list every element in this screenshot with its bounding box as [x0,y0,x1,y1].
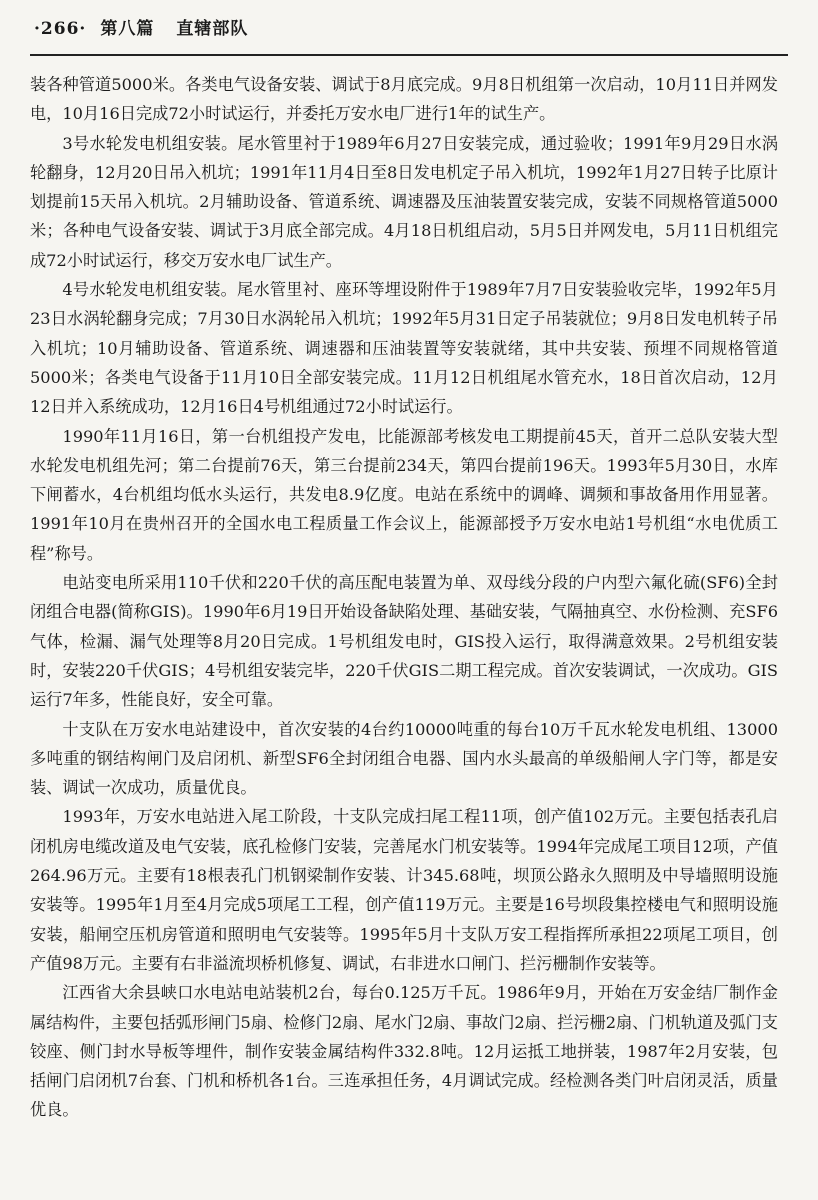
paragraph: 电站变电所采用110千伏和220千伏的高压配电装置为单、双母线分段的户内型六氟化硫(SF6)全封闭组合电器(简称GIS)。1990年6月19日开始设备缺陷处理、基础安装，气隔抽真空、水份检测、充SF6气体，检漏、漏气处理等8月20日完成。1号机组发电时，GIS投入运行，取得满意效果。2号机组安装时，安装220千伏GIS；4号机组安装完毕，220千伏GIS二期工程完成。首次安装调试，一次成功。GIS运行7年多，性能良好，安全可靠。 [30,573,778,710]
running-header [30,14,778,48]
section-title: 直辖部队 [176,19,249,39]
header-rule [30,54,788,56]
paragraph: 1993年，万安水电站进入尾工阶段，十支队完成扫尾工程11项，创产值102万元。主要包括表孔启闭机房电缆改道及电气安装，底孔检修门安装，完善尾水门机安装等。1994年完成尾工项目12项，产值264.96万元。主要有18根表孔门机钢梁制作安装、计345.68吨，坝顶公路永久照明及中导墙照明设施安装等。1995年1月至4月完成5项尾工工程，创产值119万元。主要是16号坝段集控楼电气和照明设施安装，船闸空压机房管道和照明电气安装等。1995年5月十支队万安工程指挥所承担22项尾工项目，创产值98万元。主要有右非溢流坝桥机修复、调试，右非进水口闸门、拦污栅制作安装等。 [30,807,778,973]
page-number: ·266· [34,19,87,39]
paragraph: 江西省大余县峡口水电站电站装机2台，每台0.125万千瓦。1986年9月，开始在万安金结厂制作金属结构件，主要包括弧形闸门5扇、检修门2扇、尾水门2扇、事故门2扇、拦污栅2扇、门机轨道及弧门支铰座、侧门封水导板等埋件，制作安装金属结构件332.8吨。12月运抵工地拼装，1987年2月安装，包括闸门启闭机7台套、门机和桥机各1台。三连承担任务，4月调试完成。经检测各类门叶启闭灵活，质量优良。 [30,983,778,1120]
paragraph: 1990年11月16日，第一台机组投产发电，比能源部考核发电工期提前45天，首开二总队安装大型水轮发电机组先河；第二台提前76天，第三台提前234天，第四台提前196天。1993年5月30日，水库下闸蓄水，4台机组均低水头运行，共发电8.9亿度。电站在系统中的调峰、调频和事故备用作用显著。1991年10月在贵州召开的全国水电工程质量工作会议上，能源部授予万安水电站1号机组“水电优质工程”称号。 [30,426,778,563]
chapter-title: 第八篇 [100,19,155,39]
paragraph: 十支队在万安水电站建设中，首次安装的4台约10000吨重的每台10万千瓦水轮发电机组、13000多吨重的钢结构闸门及启闭机、新型SF6全封闭组合电器、国内水头最高的单级船闸人字门等，都是安装、调试一次成功，质量优良。 [30,719,778,798]
paragraph-continued: 装各种管道5000米。各类电气设备安装、调试于8月底完成。9月8日机组第一次启动，10月11日并网发电，10月16日完成72小时试运行，并委托万安水电厂进行1年的试生产。 [30,75,778,124]
body-text [30,70,778,1125]
paragraph: 4号水轮发电机组安装。尾水管里衬、座环等埋设附件于1989年7月7日安装验收完毕，1992年5月23日水涡轮翻身完成；7月30日水涡轮吊入机坑；1992年5月31日定子吊装就位；9月8日发电机转子吊入机坑；10月辅助设备、管道系统、调速器和压油装置等安装就绪，其中共安装、预埋不同规格管道5000米；各类电气设备于11月10日全部安装完成。11月12日机组尾水管充水，18日首次启动，12月12日并入系统成功，12月16日4号机组通过72小时试运行。 [30,280,778,417]
paragraph: 3号水轮发电机组安装。尾水管里衬于1989年6月27日安装完成，通过验收；1991年9月29日水涡轮翻身，12月20日吊入机坑；1991年11月4日至8日发电机定子吊入机坑，1992年1月27日转子比原计划提前15天吊入机坑。2月辅助设备、管道系统、调速器及压油装置安装完成，安装不同规格管道5000米；各种电气设备安装、调试于3月底全部完成。4月18日机组启动，5月5日并网发电，5月11日机组完成72小时试运行，移交万安水电厂试生产。 [30,133,778,270]
